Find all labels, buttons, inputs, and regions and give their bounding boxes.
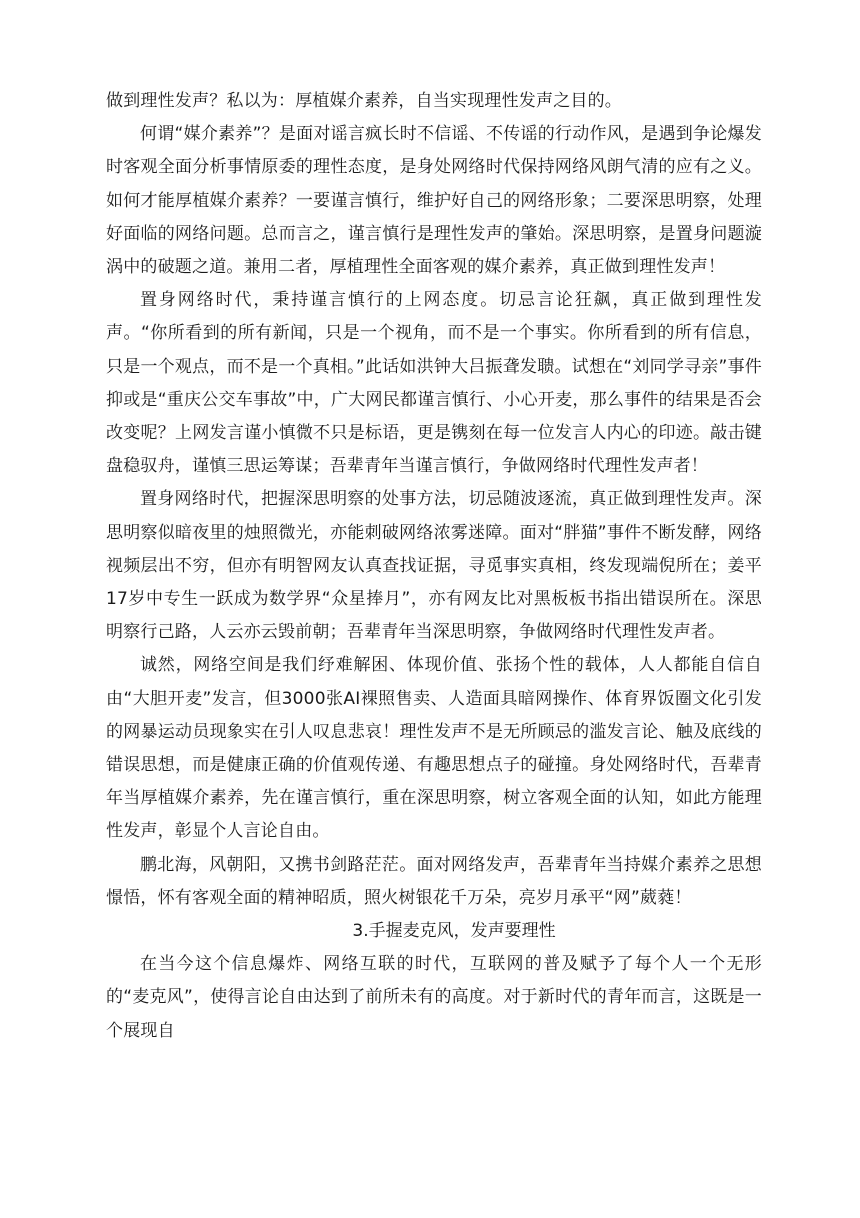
section-heading: 3.手握麦克风，发声要理性 (352, 921, 556, 942)
paragraph-7: 在当今这个信息爆炸、网络互联的时代，互联网的普及赋予了每个人一个无形的“麦克风”，使得言论自由达到了前所未有的高度。对于新时代的青年而言，这既是一个展现自 (106, 954, 762, 1041)
paragraph-6: 鹏北海，风朝阳，又携书剑路茫茫。面对网络发声，吾辈青年当持媒介素养之思想憬悟，怀有客观全面的精神昭质，照火树银花千万朵，亮岁月承平“网”葳蕤！ (106, 854, 762, 908)
paragraph-5: 诚然，网络空间是我们纾难解困、体现价值、张扬个性的载体，人人都能自信自由“大胆开麦”发言，但3000张AI裸照售卖、人造面具暗网操作、体育界饭圈文化引发的网暴运动员现象实在引人叹息悲哀！理性发声不是无所顾忌的滥发言论、触及底线的错误思想，而是健康正确的价值观传递、有趣思想点子的碰撞。身处网络时代，吾辈青年当厚植媒介素养，先在谨言慎行，重在深思明察，树立客观全面的认知，如此方能理性发声，彰显个人言论自由。 (106, 655, 762, 842)
paragraph-4: 置身网络时代，把握深思明察的处事方法，切忌随波逐流，真正做到理性发声。深思明察似暗夜里的烛照微光，亦能刺破网络浓雾迷障。面对“胖猫”事件不断发酵，网络视频层出不穷，但亦有明智网友认真查找证据，寻觅事实真相，终发现端倪所在；姜平17岁中专生一跃成为数学界“众星捧月”，亦有网友比对黑板板书指出错误所在。深思明察行己路，人云亦云毁前朝；吾辈青年当深思明察，争做网络时代理性发声者。 (106, 489, 762, 643)
document-body (106, 85, 762, 1048)
paragraph-3: 置身网络时代，秉持谨言慎行的上网态度。切忌言论狂飙，真正做到理性发声。“你所看到的所有新闻，只是一个视角，而不是一个事实。你所看到的所有信息，只是一个观点，而不是一个真相。”此话如洪钟大吕振聋发聩。试想在“刘同学寻亲”事件抑或是“重庆公交车事故”中，广大网民都谨言慎行、小心开麦，那么事件的结果是否会改变呢？上网发言谨小慎微不只是标语，更是镌刻在每一位发言人内心的印迹。敲击键盘稳驭舟，谨慎三思运筹谋；吾辈青年当谨言慎行，争做网络时代理性发声者！ (106, 290, 762, 477)
paragraph-2: 何谓“媒介素养”？是面对谣言疯长时不信谣、不传谣的行动作风，是遇到争论爆发时客观全面分析事情原委的理性态度，是身处网络时代保持网络风朗气清的应有之义。如何才能厚植媒介素养？一要谨言慎行，维护好自己的网络形象；二要深思明察，处理好面临的网络问题。总而言之，谨言慎行是理性发声的肇始。深思明察，是置身问题漩涡中的破题之道。兼用二者，厚植理性全面客观的媒介素养，真正做到理性发声！ (106, 124, 762, 278)
paragraph-1: 做到理性发声？私以为：厚植媒介素养，自当实现理性发声之目的。 (106, 91, 622, 111)
